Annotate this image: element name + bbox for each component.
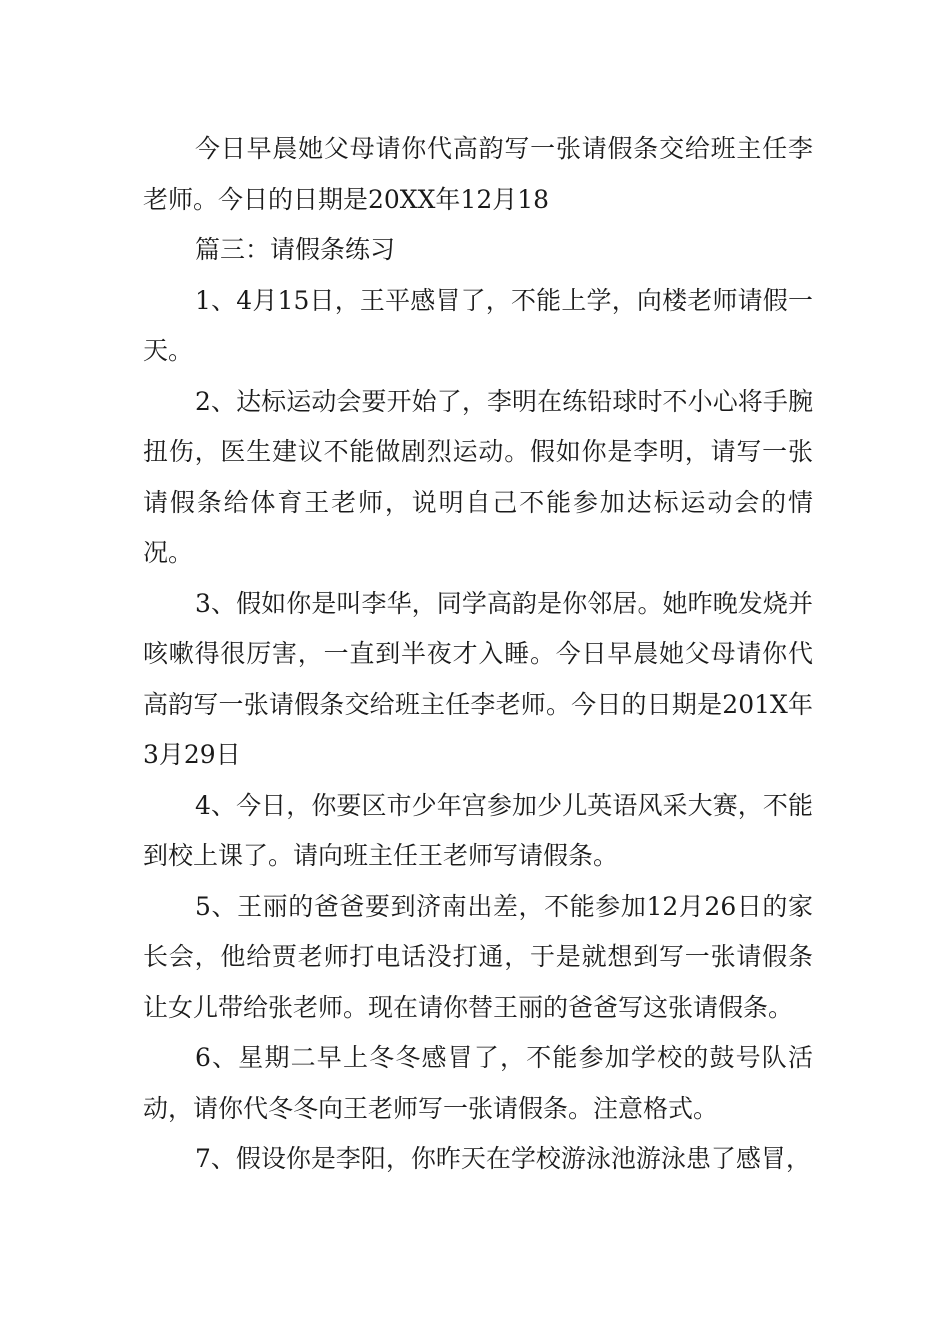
exercise-5: 5、王丽的爸爸要到济南出差，不能参加12月26日的家长会，他给贾老师打电话没打通，于是就想到写一张请假条让女儿带给张老师。现在请你替王丽的爸爸写这张请假条。 [143,891,813,1022]
section-heading: 篇三：请假条练习 [195,235,396,264]
document-body [143,124,813,1185]
exercise-6: 6、星期二早上冬冬感冒了，不能参加学校的鼓号队活动，请你代冬冬向王老师写一张请假条。注意格式。 [143,1043,813,1123]
exercise-7: 7、假设你是李阳，你昨天在学校游泳池游泳患了感冒， [195,1144,811,1173]
exercise-3: 3、假如你是叫李华，同学高韵是你邻居。她昨晚发烧并咳嗽得很厉害，一直到半夜才入睡。今日早晨她父母请你代高韵写一张请假条交给班主任李老师。今日的日期是201X年3月29日 [143,588,813,769]
paragraph-1: 今日早晨她父母请你代高韵写一张请假条交给班主任李老师。今日的日期是20XX年12月18 [143,134,813,214]
exercise-2: 2、达标运动会要开始了，李明在练铅球时不小心将手腕扭伤，医生建议不能做剧烈运动。假如你是李明，请写一张请假条给体育王老师，说明自己不能参加达标运动会的情况。 [143,386,813,567]
exercise-1: 1、4月15日，王平感冒了，不能上学，向楼老师请假一天。 [143,285,813,365]
exercise-4: 4、今日，你要区市少年宫参加少儿英语风采大赛，不能到校上课了。请向班主任王老师写请假条。 [143,790,813,870]
